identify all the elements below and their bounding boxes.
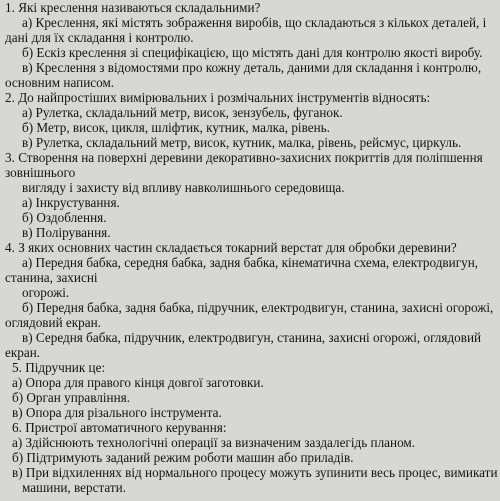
answer-1a: а) Креслення, які містять зображення виробів, що складаються з кількох деталей, і xyxy=(22,16,487,30)
answer-6a: а) Здійснюють технологічні операції за визначеним заздалегідь планом. xyxy=(12,436,416,450)
answer-4a-cont-2: огорожі. xyxy=(22,286,70,300)
answer-2c: в) Рулетка, складальний метр, висок, кутник, малка, рівень, рейсмус, циркуль. xyxy=(22,136,462,150)
answer-3c: в) Полірування. xyxy=(22,226,111,240)
answer-4a-cont: станина, захисні xyxy=(5,271,98,285)
answer-1a-cont: дані для їх складання і контролю. xyxy=(5,31,194,45)
answer-2a: а) Рулетка, складальний метр, висок, зензубель, фуганок. xyxy=(22,106,343,120)
answer-3a: а) Інкрустування. xyxy=(22,196,120,210)
answer-6b: б) Підтримують заданий режим роботи машин або приладів. xyxy=(12,451,354,465)
question-3-cont-2: вигляду і захисту від впливу навколишнього середовища. xyxy=(22,181,345,195)
answer-4b: б) Передня бабка, задня бабка, підручник, електродвигун, станина, захисні огорожі, xyxy=(22,301,494,315)
answer-1b: б) Ескіз креслення зі специфікацією, що містять дані для контролю якості виробу. xyxy=(22,46,483,60)
answer-6c: в) При відхиленнях від нормального процесу можуть зупинити весь процес, вимикати xyxy=(12,466,498,480)
answer-5a: а) Опора для правого кінця довгої заготовки. xyxy=(12,376,264,390)
answer-4b-cont: оглядовий екран. xyxy=(5,316,101,330)
answer-1c-cont: основним написом. xyxy=(5,76,115,90)
answer-4c-cont: екран. xyxy=(5,346,41,360)
answer-5b: б) Орган управління. xyxy=(12,391,131,405)
answer-4c: в) Середня бабка, підручник, електродвигун, станина, захисні огорожі, оглядовий xyxy=(22,331,482,345)
question-3-cont: зовнішнього xyxy=(5,166,76,180)
question-4: 4. З яких основних частин складається токарний верстат для обробки деревини? xyxy=(5,241,457,255)
answer-1c: в) Креслення з відомостями про кожну деталь, даними для складання і контролю, xyxy=(22,61,482,75)
question-5: 5. Підручник це: xyxy=(12,361,106,375)
answer-6c-cont: машини, верстати. xyxy=(22,481,127,495)
answer-5c: в) Опора для різального інструмента. xyxy=(12,406,222,420)
question-2: 2. До найпростіших вимірювальних і розмічальних інструментів відносять: xyxy=(5,91,431,105)
question-6: 6. Пристрої автоматичного керування: xyxy=(12,421,227,435)
answer-2b: б) Метр, висок, цикля, шліфтик, кутник, малка, рівень. xyxy=(22,121,330,135)
answer-3b: б) Оздоблення. xyxy=(22,211,107,225)
answer-4a: а) Передня бабка, середня бабка, задня бабка, кінематична схема, електродвигун, xyxy=(22,256,479,270)
question-3: 3. Створення на поверхні деревини декоративно-захисних покриттів для поліпшення xyxy=(5,151,483,165)
question-1: 1. Які креслення називаються складальними? xyxy=(5,1,261,15)
